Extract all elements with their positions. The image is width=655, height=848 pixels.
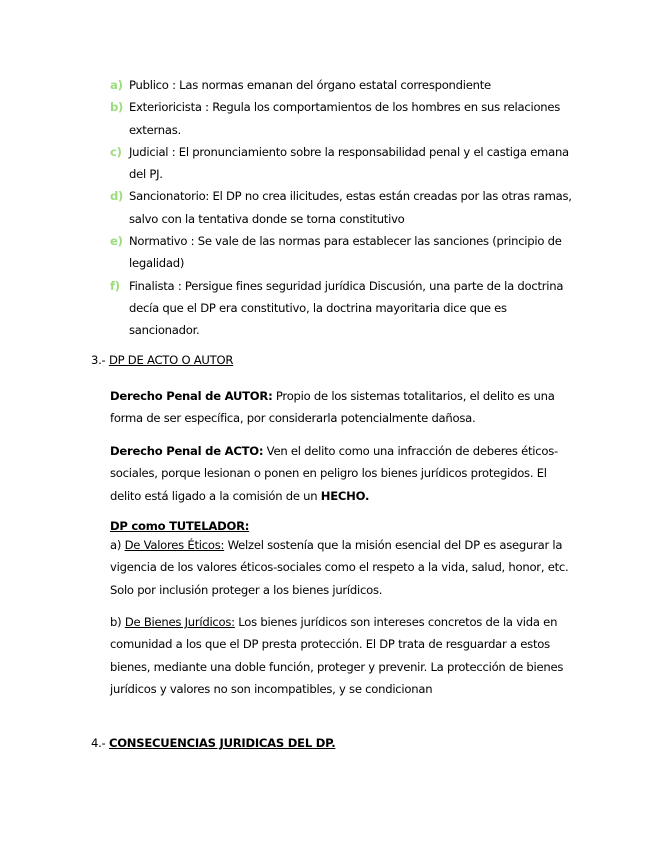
autor-paragraph (110, 385, 580, 430)
list-marker: b) (110, 100, 124, 115)
section-4-title: CONSECUENCIAS JURIDICAS DEL DP. (108, 736, 336, 750)
acto-paragraph (110, 440, 580, 507)
section-3-heading (91, 353, 233, 367)
list-marker: a) (110, 78, 123, 92)
list-item-text: Normativo : Se vale de las normas para establecer las sanciones (principio de legalidad) (129, 234, 562, 271)
list-item (110, 96, 580, 141)
valores-eticos-prefix: a) (110, 538, 122, 552)
characteristics-list (110, 74, 580, 342)
section-3-title: DP DE ACTO O AUTOR (108, 353, 234, 367)
list-item-text: Exterioricista : Regula los comportamientos de los hombres en sus relaciones externas. (129, 100, 561, 137)
section-3-number: 3.- (91, 353, 106, 367)
list-marker: c) (110, 144, 122, 159)
section-4-number: 4.- (91, 736, 106, 750)
acto-label: Derecho Penal de ACTO: (110, 444, 264, 458)
valores-eticos-label: De Valores Éticos: (124, 538, 225, 552)
tutelador-title-text: DP como TUTELADOR: (110, 519, 250, 533)
list-item (110, 141, 580, 186)
autor-label: Derecho Penal de AUTOR: (110, 389, 273, 403)
bienes-juridicos-label: De Bienes Jurídicos: (124, 615, 235, 629)
list-marker: d) (110, 189, 124, 204)
bienes-juridicos-paragraph (110, 611, 580, 700)
valores-eticos-text: Welzel sostenía que la misión esencial del DP es asegurar la vigencia de los valores éticos-sociales como el respeto a la vida, salud, honor, etc. Solo por inclusión proteger a los bienes jurídicos. (110, 538, 569, 597)
acto-emphasis: HECHO. (320, 488, 370, 503)
valores-eticos-paragraph (110, 534, 580, 601)
acto-text: Ven el delito como una infracción de deberes éticos-sociales, porque lesionan o ponen en peligro los bienes jurídicos protegidos. El delito está ligado a la comisión de un (110, 444, 558, 503)
bienes-juridicos-prefix: b) (110, 615, 122, 629)
list-item (110, 185, 580, 230)
bienes-juridicos-text: Los bienes jurídicos son intereses concretos de la vida en comunidad a los que el DP presta protección. El DP trata de resguardar a estos bienes, mediante una doble función, proteger y prevenir. La protección de bienes jurídicos y valores no son incompatibles, y se condicionan (110, 615, 564, 696)
list-item-text: Publico : Las normas emanan del órgano estatal correspondiente (129, 78, 491, 92)
list-item (110, 230, 580, 275)
list-marker: f) (110, 278, 120, 293)
list-item-text: Finalista : Persigue fines seguridad jurídica Discusión, una parte de la doctrina decía que el DP era constitutivo, la doctrina mayoritaria dice que es sancionador. (129, 278, 564, 338)
list-item (110, 275, 580, 342)
list-item-text: Sancionatorio: El DP no crea ilicitudes, estas están creadas por las otras ramas, salvo con la tentativa donde se torna constitutivo (129, 189, 572, 226)
autor-text: Propio de los sistemas totalitarios, el delito es una forma de ser específica, por considerarla potencialmente dañosa. (110, 389, 555, 426)
list-marker: e) (110, 234, 123, 249)
list-item-text: Judicial : El pronunciamiento sobre la responsabilidad penal y el castiga emana del PJ. (129, 144, 569, 182)
list-item (110, 74, 580, 96)
section-4-heading (91, 736, 335, 750)
